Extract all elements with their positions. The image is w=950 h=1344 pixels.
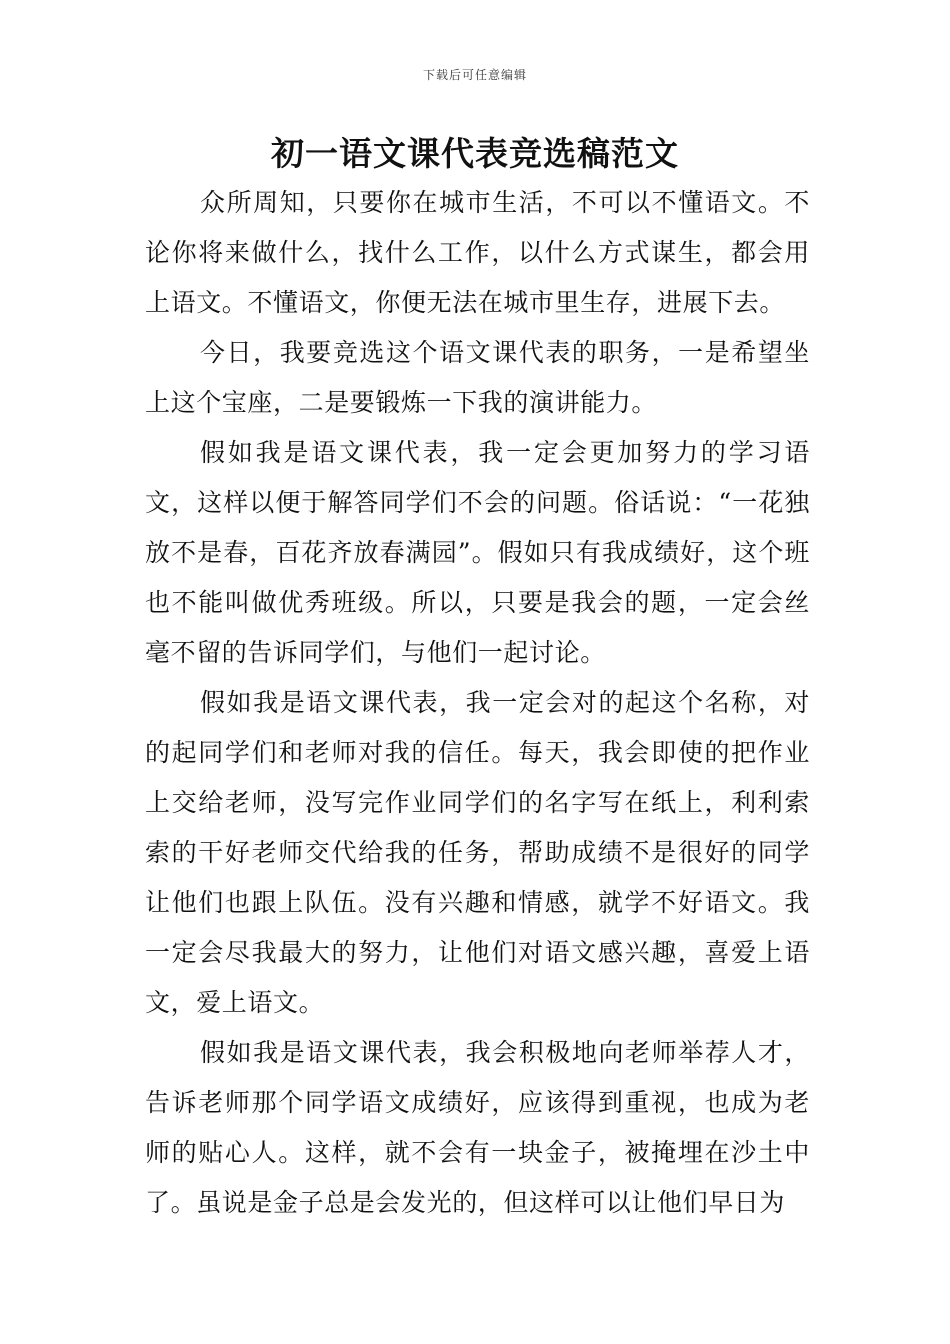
paragraph: 众所周知，只要你在城市生活，不可以不懂语文。不论你将来做什么，找什么工作，以什么方式谋生，都会用上语文。不懂语文，你便无法在城市里生存，进展下去。 [145,188,810,317]
paragraph: 假如我是语文课代表，我一定会对的起这个名称，对的起同学们和老师对我的信任。每天，我会即使的把作业上交给老师，没写完作业同学们的名字写在纸上，利利索索的干好老师交代给我的任务，帮助成绩不是很好的同学让他们也跟上队伍。没有兴趣和情感，就学不好语文。我一定会尽我最大的努力，让他们对语文感兴趣，喜爱上语文，爱上语文。 [145,688,810,1017]
paragraph: 假如我是语文课代表，我一定会更加努力的学习语文，这样以便于解答同学们不会的问题。俗话说：“一花独放不是春，百花齐放春满园”。假如只有我成绩好，这个班也不能叫做优秀班级。所以，只要是我会的题，一定会丝毫不留的告诉同学们，与他们一起讨论。 [145,438,810,667]
document-title: 初一语文课代表竞选稿范文 [271,134,679,173]
paragraph: 假如我是语文课代表，我会积极地向老师举荐人才，告诉老师那个同学语文成绩好，应该得到重视，也成为老师的贴心人。这样，就不会有一块金子，被掩埋在沙土中了。虽说是金子总是会发光的，但这样可以让他们早日为 [145,1038,810,1217]
header-note: 下载后可任意编辑 [422,68,527,82]
document-body [145,178,810,1228]
paragraph: 今日，我要竞选这个语文课代表的职务，一是希望坐上这个宝座，二是要锻炼一下我的演讲能力。 [145,338,810,417]
